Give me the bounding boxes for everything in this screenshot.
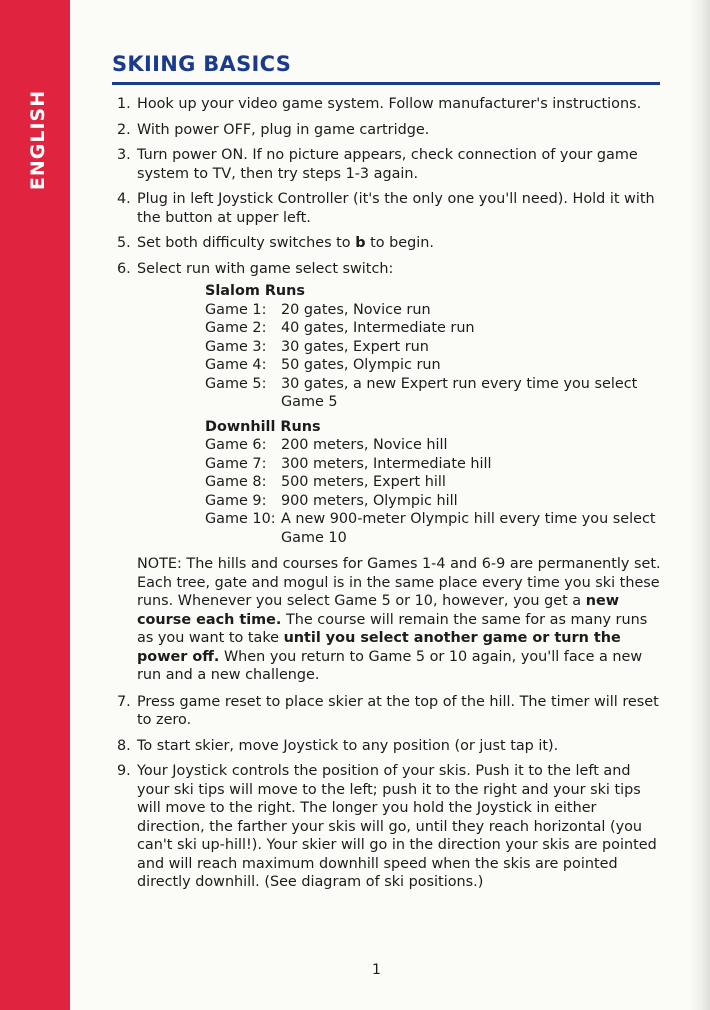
step-item <box>117 146 662 183</box>
step-text: to begin. <box>365 235 434 251</box>
game-description: 500 meters, Expert hill <box>281 474 446 490</box>
game-label: Game 8: <box>205 474 267 490</box>
game-row <box>205 473 662 492</box>
step-text: Press game reset to place skier at the top of the hill. The timer will reset to zero. <box>137 693 659 728</box>
downhill-runs-title: Downhill Runs <box>205 418 321 435</box>
game-label: Game 7: <box>205 455 267 472</box>
step-text: To start skier, move Joystick to any position (or just tap it). <box>137 737 559 754</box>
game-row <box>205 375 662 412</box>
note-text: The course will remain the same for as many runs as you want to take <box>137 611 648 646</box>
step-text: Select run with game select switch: <box>137 260 394 277</box>
game-label: Game 9: <box>205 492 267 509</box>
game-row <box>205 510 662 547</box>
step-number: 7. <box>117 693 131 710</box>
note-emphasis: new course each time. <box>137 593 620 628</box>
section-heading: SKIING BASICS <box>112 52 292 76</box>
game-description: 30 gates, Expert run <box>281 338 429 355</box>
game-description: A new 900-meter Olympic hill every time you select Game 10 <box>281 511 656 546</box>
step-text: Your Joystick controls the position of your skis. Push it to the left and your ski tips will move to the left; push it to the right and your ski tips will move to the right. The longer you hold the Joystick in either direction, the farther your skis will go, until they reach horizontal (you can't ski up-hill!). Your skier will go in the direction your skis are pointed and will reach maximum downhill speed when the skis are pointed directly downhill. (See diagram of ski positions.) <box>137 763 657 890</box>
game-label: Game 1: <box>205 301 267 318</box>
step-number: 6. <box>117 260 131 277</box>
game-description: 40 gates, Intermediate run <box>281 320 475 336</box>
language-sidebar <box>0 0 70 1010</box>
step-number: 4. <box>117 191 131 207</box>
step-number: 3. <box>117 147 131 163</box>
game-description: 30 gates, a new Expert run every time you select Game 5 <box>281 375 638 410</box>
step-item <box>117 693 662 730</box>
step-text: Set both difficulty switches to <box>137 235 356 251</box>
step-item <box>117 95 662 114</box>
game-label: Game 5: <box>205 375 267 392</box>
game-row <box>205 319 662 338</box>
note-text: NOTE: The hills and courses for Games 1-4 and 6-9 are permanently set. Each tree, gate and mogul is in the same place every time you ski these runs. Whenever you select Game 5 or 10, however, you get a <box>137 556 661 609</box>
game-row <box>205 436 662 455</box>
slalom-runs-title: Slalom Runs <box>205 283 305 299</box>
step-item <box>117 762 662 892</box>
page-number: 1 <box>372 962 381 978</box>
game-label: Game 2: <box>205 320 267 336</box>
step-item <box>117 121 662 140</box>
step-number: 2. <box>117 121 131 138</box>
game-description: 50 gates, Olympic run <box>281 357 441 373</box>
game-description: 200 meters, Novice hill <box>281 437 448 453</box>
step-text: Hook up your video game system. Follow manufacturer's instructions. <box>137 96 642 112</box>
step-item <box>117 234 662 253</box>
game-description: 300 meters, Intermediate hill <box>281 455 492 472</box>
slalom-runs-list <box>205 282 662 412</box>
instructions-content <box>117 95 662 899</box>
note-text: When you return to Game 5 or 10 again, you'll face a new run and a new challenge. <box>137 648 643 683</box>
game-row <box>205 455 662 474</box>
step-text: With power OFF, plug in game cartridge. <box>137 121 430 138</box>
game-label: Game 6: <box>205 437 267 453</box>
downhill-runs-list <box>205 418 662 548</box>
page-edge-shadow <box>688 0 710 1010</box>
note-paragraph <box>137 555 662 685</box>
step-number: 9. <box>117 763 131 779</box>
game-description: 20 gates, Novice run <box>281 301 431 318</box>
step-number: 1. <box>117 96 131 112</box>
game-label: Game 10: <box>205 511 276 527</box>
step-item <box>117 737 662 756</box>
game-row <box>205 492 662 511</box>
game-label: Game 3: <box>205 338 267 355</box>
difficulty-value: b <box>355 235 366 251</box>
note-emphasis: until you select another game or turn the power off. <box>137 630 621 665</box>
step-number: 5. <box>117 235 131 251</box>
heading-rule <box>112 82 660 85</box>
step-text: Plug in left Joystick Controller (it's the only one you'll need). Hold it with the button at upper left. <box>137 191 655 226</box>
game-row <box>205 356 662 375</box>
game-row <box>205 301 662 320</box>
game-description: 900 meters, Olympic hill <box>281 492 458 509</box>
step-item <box>117 260 662 685</box>
step-text: Turn power ON. If no picture appears, check connection of your game system to TV, then try steps 1-3 again. <box>137 147 638 182</box>
game-label: Game 4: <box>205 357 267 373</box>
language-label: ENGLISH <box>27 89 49 191</box>
step-number: 8. <box>117 737 131 754</box>
step-item <box>117 190 662 227</box>
game-row <box>205 338 662 357</box>
